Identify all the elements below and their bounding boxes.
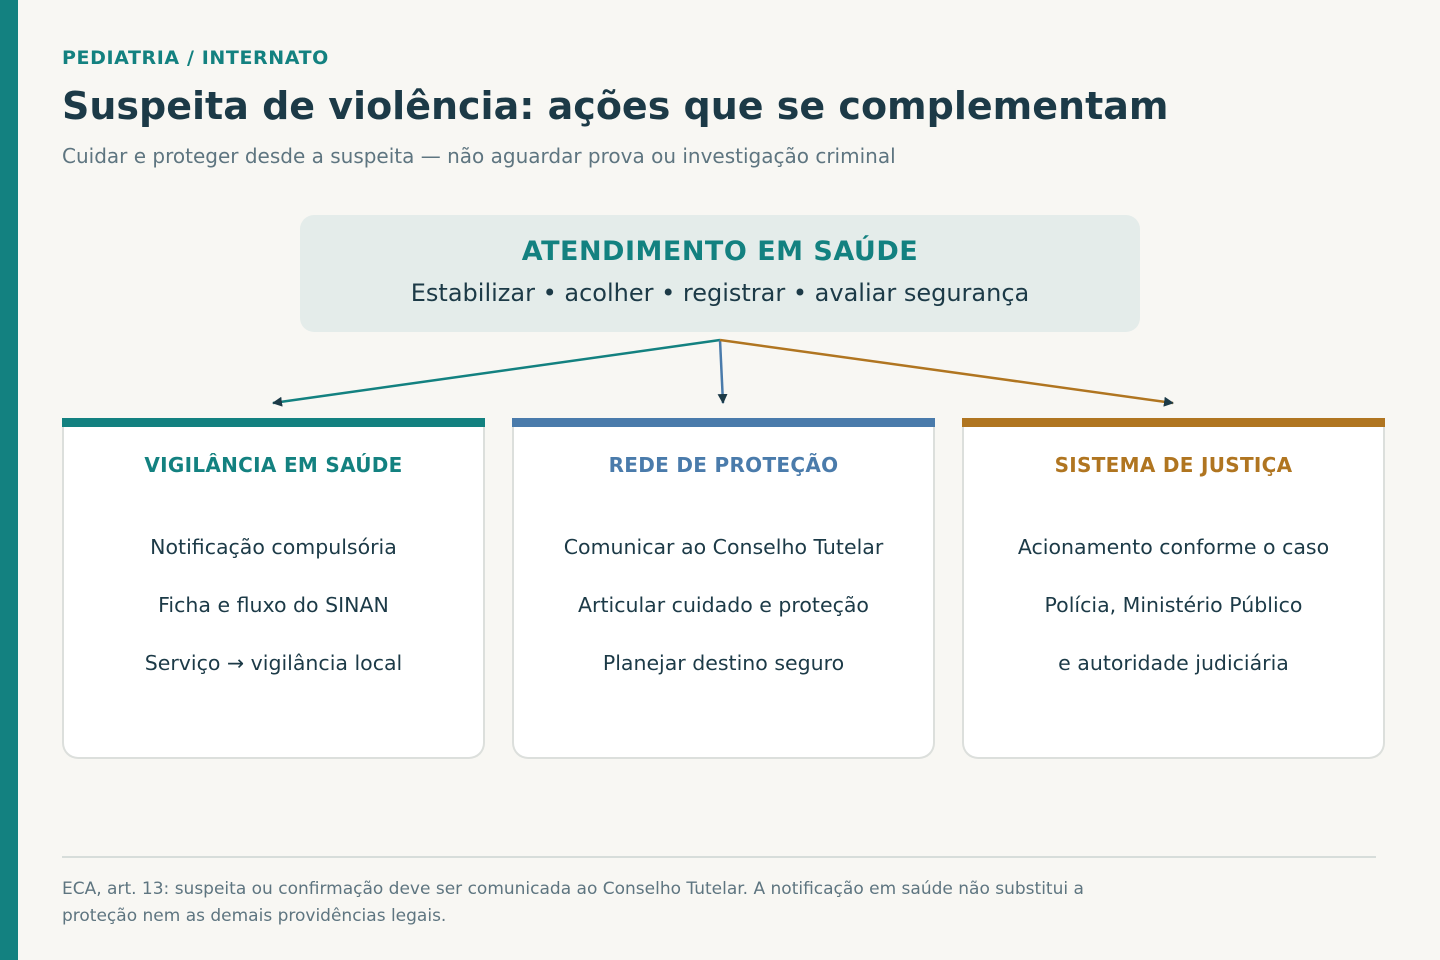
page-subtitle: Cuidar e proteger desde a suspeita — não aguardar prova ou investigação criminal [62, 144, 896, 168]
card-item: e autoridade judiciária [1058, 651, 1289, 675]
card-item: Polícia, Ministério Público [1044, 593, 1303, 617]
card-item: Comunicar ao Conselho Tutelar [563, 535, 884, 559]
card-item-list [64, 534, 483, 708]
arrow-to-vigilancia [273, 340, 720, 403]
card-item-list [964, 534, 1383, 708]
eyebrow-label: PEDIATRIA / INTERNATO [62, 47, 329, 69]
card-title: SISTEMA DE JUSTIÇA [1054, 453, 1293, 477]
health-care-title: ATENDIMENTO EM SAÚDE [521, 236, 919, 267]
card-title: REDE DE PROTEÇÃO [608, 453, 839, 477]
arrow-to-justica [720, 340, 1173, 403]
card-item: Articular cuidado e proteção [578, 593, 869, 617]
footer-divider [62, 856, 1376, 858]
card-sistema-justica [962, 418, 1385, 759]
card-item: Ficha e fluxo do SINAN [158, 593, 389, 617]
card-title: VIGILÂNCIA EM SAÚDE [144, 453, 403, 477]
health-care-actions: Estabilizar • acolher • registrar • avaliar segurança [410, 279, 1030, 307]
card-accent-bar [62, 418, 485, 427]
arrow-to-rede [720, 340, 723, 403]
card-rede-protecao [512, 418, 935, 759]
page-title: Suspeita de violência: ações que se complementam [62, 84, 1169, 128]
card-accent-bar [512, 418, 935, 427]
card-item: Notificação compulsória [150, 535, 397, 559]
card-vigilancia [62, 418, 485, 759]
card-item: Planejar destino seguro [602, 651, 845, 675]
card-accent-bar [962, 418, 1385, 427]
card-item: Acionamento conforme o caso [1017, 535, 1330, 559]
card-item: Serviço → vigilância local [144, 651, 403, 675]
footnote: ECA, art. 13: suspeita ou confirmação deve ser comunicada ao Conselho Tutelar. A notificação em saúde não substitui a proteção nem as demais providências legais. [62, 879, 1084, 926]
card-item-list [514, 534, 933, 708]
